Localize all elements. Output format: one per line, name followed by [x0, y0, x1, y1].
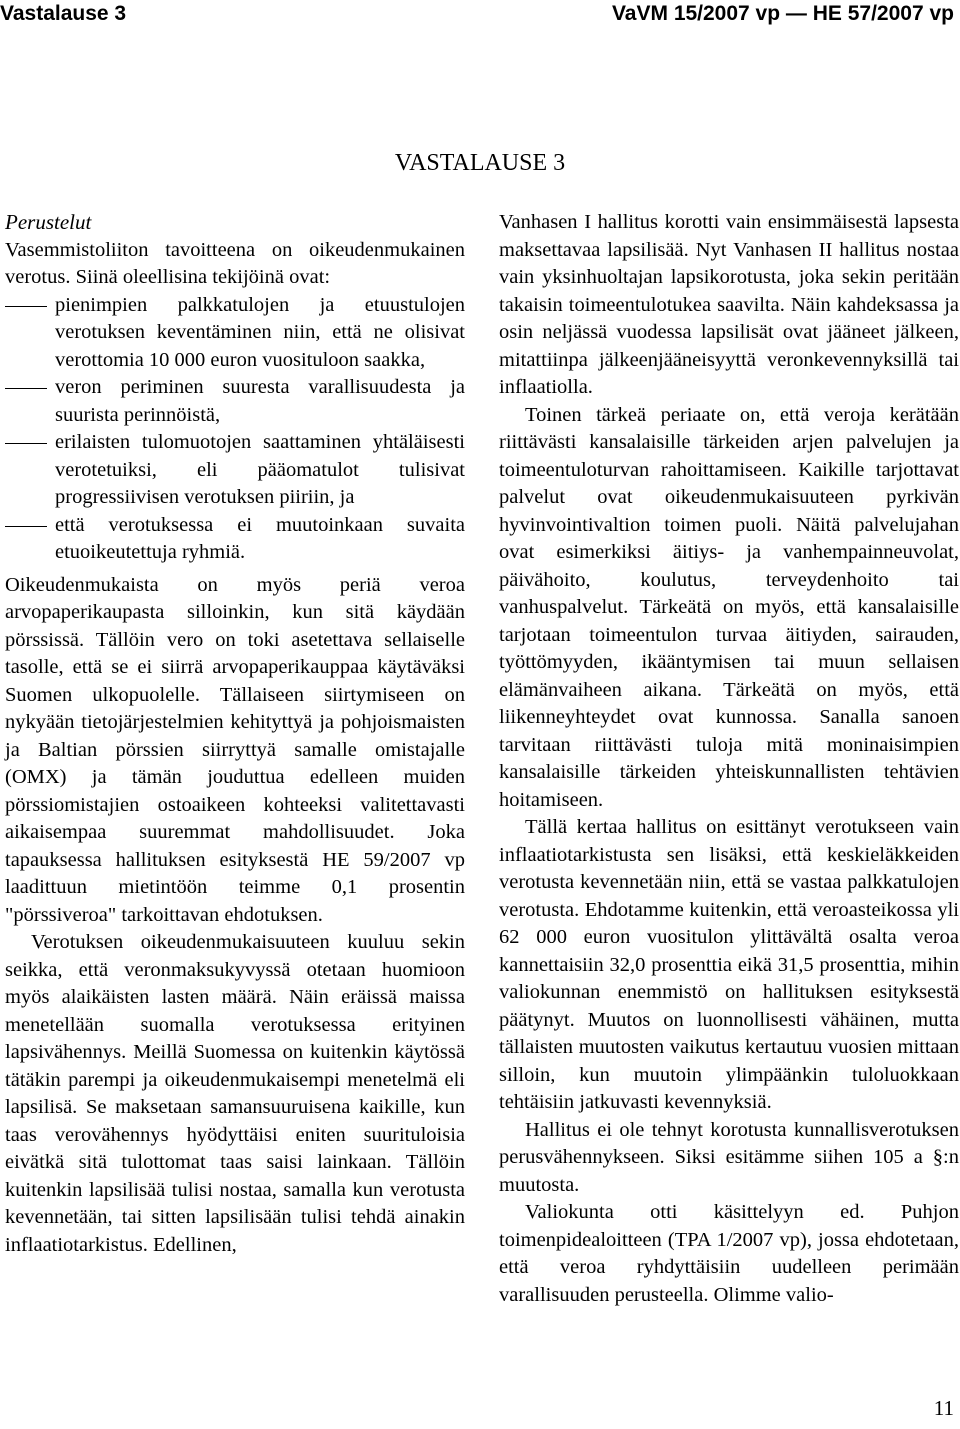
paragraph: Oikeudenmukaista on myös periä veroa arvopaperikaupasta silloinkin, kun sitä käydään pörssissä. Tällöin vero on toki asetettava sellaiselle tasolle, että se ei siirrä arvopaperikauppaa käytäväksi Suomen ulkopuolelle. Tällaiseen siirtymiseen on nykyään tietojärjestelmien kehityttyä ja pohjoismaisten ja Baltian pörssien siirryttyä samalle omistajalle (OMX) ja tämän jouduttua edelleen muiden pörssiomistajien ostoaikeen kohteeksi valitettavasti aikaisempaa suuremmat mahdollisuudet. Joka tapauksessa hallituksen esityksestä HE 59/2007 vp laadittuun mietintöön teimme 0,1 prosentin "pörssiveroa" tarkoittavan ehdotuksen. — [5, 573, 465, 926]
paragraph: Verotuksen oikeudenmukaisuuteen kuuluu sekin seikka, että veronmaksukyvyssä otetaan huomioon myös alaikäisten lasten määrä. Näin eräissä maissa menetellään suomalla verotuksessa erityinen lapsivähennys. Meillä Suomessa on kuitenkin käytössä tätäkin parempi ja oikeudenmukaisempi menetelmä eli lapsilisä. Se maksetaan samansuuruisena kaikille, kun taas verovähennys hyödyttäisi eniten suurituloisia eivätkä sitä tulottomat taas saisi lainkaan. Tällöin kuitenkin lapsilisää tulisi nostaa, samalla kun verotusta kevennetään, tai sitten lapsilisään tulisi tehdä ainakin inflaatiotarkistus. Edellinen, — [5, 931, 465, 1256]
list-item-text: että verotuksessa ei muutoinkaan suvaita etuoikeutettuja ryhmiä. — [55, 513, 465, 563]
list-item-text: pienimpien palkkatulojen ja etuustulojen verotuksen keventäminen niin, että ne olisivat verottomia 10 000 euron vuosituloon saakka, — [55, 293, 465, 371]
section-heading: Perustelut — [5, 210, 92, 234]
list-item-text: veron periminen suuresta varallisuudesta ja suurista perinnöistä, — [55, 376, 465, 426]
list-item-text: erilaisten tulomuotojen saattaminen yhtäläisesti verotetuiksi, eli pääomatulot tulisivat progressiivisen verotuksen piiriin, ja — [55, 431, 465, 508]
dash-bullet — [5, 388, 47, 389]
dash-bullet — [5, 526, 47, 527]
right-column — [499, 209, 959, 1309]
section-title: VASTALAUSE 3 — [394, 150, 566, 176]
list-item — [5, 512, 465, 567]
paragraph: Vanhasen I hallitus korotti vain ensimmäisestä lapsesta maksettavaa lapsilisää. Nyt Vanhasen II hallitus nostaa vain yksinhuoltajan lapsikorotusta, joka sekin peritään takaisin toimeentulotukea saavilta. Näin kahdeksassa ja osin neljässä vuodessa lapsilisät ovat jääneet jälkeen, mitattiinpa jälkeenjääneisyyttä veronkevennyksillä tai inflaatiolla. — [499, 211, 959, 398]
left-column — [5, 209, 465, 1259]
paragraph: Tällä kertaa hallitus on esittänyt verotukseen vain inflaatiotarkistusta sen lisäksi, että keskieläkkeiden verotusta kevennetään niin, että se vastaa palkkatulojen verotusta. Ehdotamme kuitenkin, että veroasteikossa yli 62 000 euron vuositulon ylittävältä osalta veroa kannettaisiin 32,0 prosenttia eikä 31,5 prosenttia, mihin valiokunnan enemmistö on hallituksen esityksestä päätynyt. Muutos on luonnollisesti vähäinen, mutta tällaisten muutosten vaikutus kertautuu vuosien mittaan silloin, kun muutoin ylimpäänkin tuloluokkaan tehtäisiin jatkuvasti kevennyksiä. — [499, 816, 959, 1113]
list-item — [5, 429, 465, 512]
list-item — [5, 292, 465, 375]
header-right: VaVM 15/2007 vp — HE 57/2007 vp — [611, 2, 954, 25]
intro-paragraph: Vasemmistoliiton tavoitteena on oikeudenmukainen verotus. Siinä oleellisina tekijöinä ovat: — [5, 238, 465, 288]
paragraph: Toinen tärkeä periaate on, että veroja kerätään riittävästi kansalaisille tärkeiden arjen palvelujen ja toimeentuloturvan rahoittamiseen. Kaikille tarjottavat palvelut ovat oikeudenmukaisuuteen pyrkivän hyvinvointivaltion toimen puoli. Näitä palvelujahan ovat esimerkiksi äitiys- ja vanhempainneuvolat, päivähoito, koulutus, terveydenhoito tai vanhuspalvelut. Tärkeätä on myös, että kansalaisille tarjotaan toimeentulon turvaa äitiyden, sairauden, työttömyyden, ikääntymisen tai muun sellaisen elämänvaiheen aikana. Tärkeätä on myös, että liikenneyhteydet ovat kunnossa. Sanalla sanoen tarvitaan riittävästi tuloja mitä moninaisimpien kansalaisille tärkeiden yhteiskunnallisten tehtävien hoitamiseen. — [499, 403, 959, 811]
page-number: 11 — [933, 1396, 954, 1420]
dash-bullet — [5, 306, 47, 307]
header-left: Vastalause 3 — [0, 2, 127, 25]
paragraph: Hallitus ei ole tehnyt korotusta kunnallisverotuksen perusvähennykseen. Siksi esitämme siihen 105 a §:n muutosta. — [499, 1118, 959, 1196]
list-item — [5, 374, 465, 429]
dash-bullet — [5, 443, 47, 444]
paragraph: Valiokunta otti käsittelyyn ed. Puhjon toimenpidealoitteen (TPA 1/2007 vp), jossa ehdotetaan, että veroa ryhdyttäisiin uudelleen perimään varallisuuden perusteella. Olimme valio- — [499, 1201, 959, 1306]
